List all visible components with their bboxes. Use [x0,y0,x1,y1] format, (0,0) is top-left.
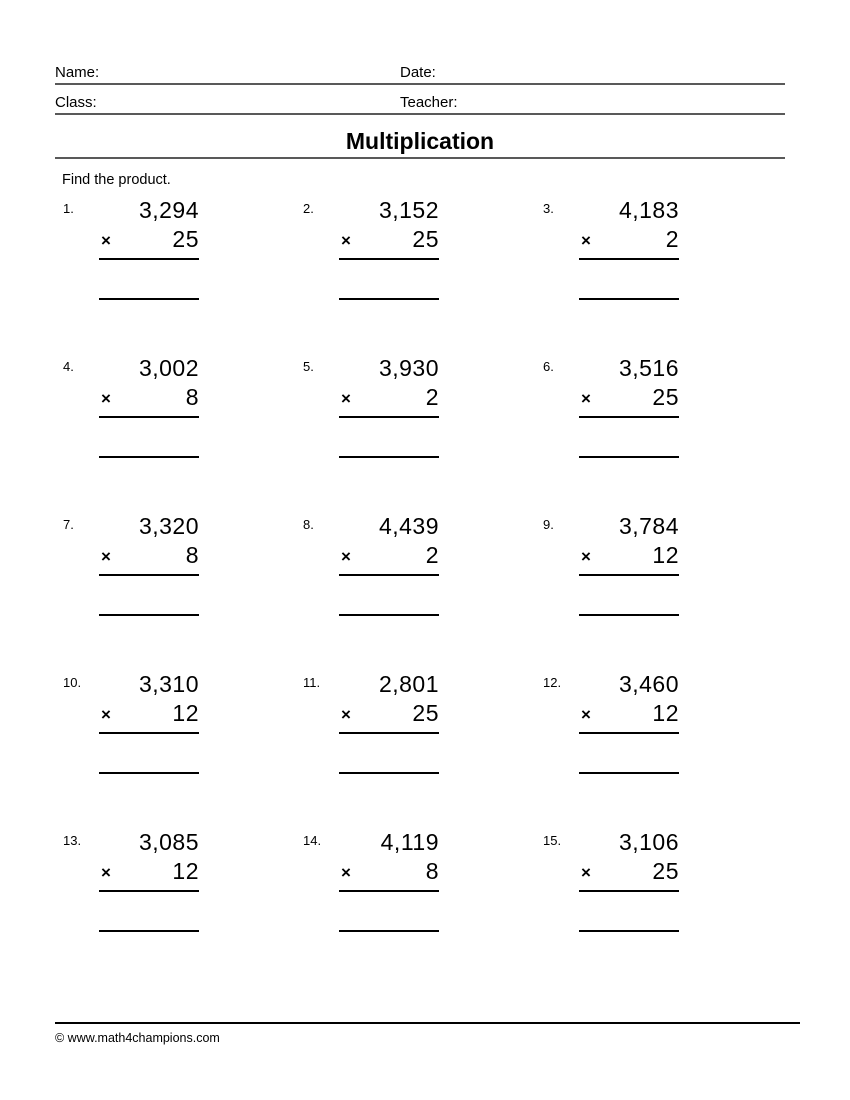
problem-number: 11. [303,675,321,690]
multiply-icon: × [341,231,351,250]
multiplicand: 2,801 [378,671,439,697]
multiply-icon: × [101,389,111,408]
multiplicand: 3,516 [618,355,679,381]
multiplier-line [339,699,439,728]
problem-item [303,828,463,978]
problem-item [303,670,463,820]
answer-space[interactable] [99,734,199,772]
answer-rule [579,614,679,616]
problem-grid [55,196,795,986]
worksheet-header [55,55,785,159]
multiplier-line [339,541,439,570]
multiplier: 2 [425,384,439,410]
problem-calculation [99,828,199,932]
multiplicand: 3,784 [618,513,679,539]
problem-calculation [99,670,199,774]
multiplier: 8 [185,542,199,568]
class-label: Class: [55,94,97,111]
multiplicand: 3,930 [378,355,439,381]
problem-item [543,196,703,346]
multiply-icon: × [581,389,591,408]
multiply-icon: × [341,863,351,882]
multiplicand: 3,002 [138,355,199,381]
answer-rule [99,772,199,774]
multiply-icon: × [341,389,351,408]
problem-item [63,512,223,662]
multiply-icon: × [341,547,351,566]
multiplier-line [579,699,679,728]
answer-space[interactable] [99,892,199,930]
problem-item [303,512,463,662]
multiplier-line [99,541,199,570]
multiplier: 25 [652,384,679,410]
multiply-icon: × [581,231,591,250]
multiply-icon: × [581,705,591,724]
problem-item [543,828,703,978]
problem-calculation [339,512,439,616]
answer-space[interactable] [339,576,439,614]
page-title: Multiplication [345,128,495,154]
answer-space[interactable] [579,576,679,614]
multiplicand: 3,320 [138,513,199,539]
multiplier: 25 [412,700,439,726]
multiplier-line [339,857,439,886]
problem-number: 9. [543,517,554,532]
problem-item [303,196,463,346]
problem-number: 10. [63,675,82,690]
answer-rule [99,614,199,616]
problem-calculation [579,354,679,458]
multiply-icon: × [101,547,111,566]
problem-number: 2. [303,201,314,216]
multiplier: 8 [185,384,199,410]
problem-calculation [579,670,679,774]
multiply-icon: × [101,863,111,882]
answer-space[interactable] [339,260,439,298]
problem-number: 15. [543,833,562,848]
answer-rule [579,772,679,774]
multiplier-line [579,225,679,254]
problem-number: 7. [63,517,74,532]
problem-number: 13. [63,833,82,848]
multiplier: 12 [652,700,679,726]
multiplicand: 3,294 [138,197,199,223]
answer-rule [99,456,199,458]
multiplier: 25 [412,226,439,252]
multiplier: 12 [172,858,199,884]
problem-number: 12. [543,675,562,690]
problem-number: 1. [63,201,74,216]
problem-item [543,670,703,820]
teacher-label: Teacher: [400,94,458,111]
problem-row [55,828,795,986]
problem-number: 4. [63,359,74,374]
answer-rule [99,930,199,932]
answer-rule [339,456,439,458]
multiplicand: 3,460 [618,671,679,697]
problem-calculation [579,196,679,300]
title-band [55,119,785,159]
answer-space[interactable] [579,892,679,930]
answer-space[interactable] [99,576,199,614]
problem-number: 5. [303,359,314,374]
problem-calculation [579,828,679,932]
answer-space[interactable] [579,418,679,456]
multiplier-line [339,383,439,412]
problem-number: 3. [543,201,554,216]
multiplier-line [579,857,679,886]
date-label: Date: [400,64,436,81]
answer-space[interactable] [579,734,679,772]
answer-space[interactable] [339,734,439,772]
multiply-icon: × [581,863,591,882]
multiply-icon: × [101,231,111,250]
multiplicand: 3,310 [138,671,199,697]
multiplier-line [99,225,199,254]
problem-number: 6. [543,359,554,374]
problem-calculation [339,670,439,774]
answer-rule [339,930,439,932]
answer-rule [579,456,679,458]
problem-calculation [339,354,439,458]
multiplicand: 4,439 [378,513,439,539]
answer-rule [339,298,439,300]
answer-rule [99,298,199,300]
instruction-text: Find the product. [62,172,171,188]
multiply-icon: × [101,705,111,724]
problem-number: 8. [303,517,314,532]
problem-calculation [99,512,199,616]
multiplier: 2 [425,542,439,568]
multiplier-line [99,699,199,728]
problem-item [543,354,703,504]
multiplier-line [99,857,199,886]
multiply-icon: × [341,705,351,724]
multiplier-line [339,225,439,254]
header-row-name-date [55,55,785,85]
answer-rule [339,614,439,616]
answer-rule [579,298,679,300]
multiply-icon: × [581,547,591,566]
multiplier-line [579,541,679,570]
multiplier: 12 [652,542,679,568]
problem-row [55,512,795,670]
answer-space[interactable] [339,892,439,930]
problem-item [63,196,223,346]
problem-item [63,670,223,820]
problem-calculation [339,196,439,300]
footer-divider [55,1022,800,1024]
multiplicand: 3,106 [618,829,679,855]
problem-item [63,354,223,504]
problem-calculation [579,512,679,616]
answer-space[interactable] [339,418,439,456]
multiplier: 2 [665,226,679,252]
answer-space[interactable] [579,260,679,298]
multiplicand: 4,183 [618,197,679,223]
header-row-class-teacher [55,85,785,115]
multiplier: 12 [172,700,199,726]
multiplicand: 3,085 [138,829,199,855]
answer-rule [579,930,679,932]
problem-number: 14. [303,833,322,848]
problem-row [55,354,795,512]
problem-item [63,828,223,978]
problem-row [55,670,795,828]
footer-copyright: © www.math4champions.com [55,1031,220,1045]
multiplier: 8 [425,858,439,884]
multiplier-line [99,383,199,412]
problem-calculation [339,828,439,932]
problem-row [55,196,795,354]
problem-calculation [99,354,199,458]
multiplier: 25 [652,858,679,884]
multiplicand: 4,119 [380,829,439,855]
multiplier-line [579,383,679,412]
answer-rule [339,772,439,774]
answer-space[interactable] [99,418,199,456]
problem-item [303,354,463,504]
multiplicand: 3,152 [378,197,439,223]
name-label: Name: [55,64,100,81]
answer-space[interactable] [99,260,199,298]
multiplier: 25 [172,226,199,252]
problem-item [543,512,703,662]
problem-calculation [99,196,199,300]
